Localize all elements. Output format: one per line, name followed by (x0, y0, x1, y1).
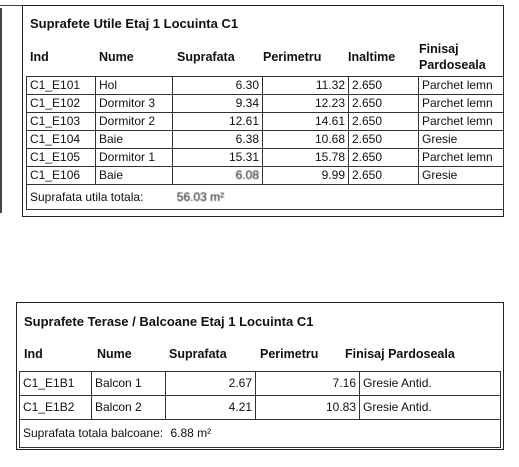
table1-header-perimetru: Perimetru (263, 50, 322, 64)
cell-ind: C1_E1B2 (20, 396, 92, 420)
cell-ind: C1_E105 (27, 149, 96, 167)
cell-nume: Dormitor 2 (96, 113, 173, 131)
cell-perimetru: 7.16 (256, 372, 360, 396)
table2-header-ind: Ind (24, 347, 43, 361)
cell-perimetru: 11.32 (263, 77, 349, 95)
table2-header-perimetru: Perimetru (260, 347, 319, 361)
cell-nume: Balcon 2 (92, 396, 166, 420)
table-row (27, 77, 504, 95)
cell-perimetru: 14.61 (263, 113, 349, 131)
table1-header-finisaj: Finisaj (419, 42, 459, 56)
table-row (27, 131, 504, 149)
table1-header-suprafata: Suprafata (177, 50, 235, 64)
cell-finisaj: Gresie Antid. (360, 372, 501, 396)
table2-header-nume: Nume (97, 347, 132, 361)
cell-ind: C1_E101 (27, 77, 96, 95)
cell-nume: Balcon 1 (92, 372, 166, 396)
cell-suprafata: 15.31 (173, 149, 263, 167)
table2-total-empty (256, 420, 501, 448)
table2-total-label: Suprafata totala balcoane: (23, 426, 164, 440)
cell-suprafata: 9.34 (173, 95, 263, 113)
table1-header-pardoseala: Pardoseala (419, 58, 486, 72)
table-row (27, 113, 504, 131)
cell-nume: Baie (96, 131, 173, 149)
cell-ind: C1_E1B1 (20, 372, 92, 396)
cell-nume: Dormitor 3 (96, 95, 173, 113)
page-edge-bar (0, 8, 2, 213)
table-row (27, 167, 504, 185)
cell-suprafata: 6.38 (173, 131, 263, 149)
cell-inaltime: 2.650 (349, 149, 419, 167)
cell-nume: Baie (96, 167, 173, 185)
table1-header-ind: Ind (30, 50, 49, 64)
cell-ind: C1_E102 (27, 95, 96, 113)
cell-inaltime: 2.650 (349, 131, 419, 149)
table1-grid (26, 76, 504, 210)
cell-finisaj: Parchet lemn (419, 149, 504, 167)
cell-finisaj: Gresie (419, 167, 504, 185)
cell-perimetru: 10.68 (263, 131, 349, 149)
table2-total-cell (20, 420, 256, 448)
cell-nume: Hol (96, 77, 173, 95)
table1-total-empty (349, 185, 504, 210)
table1-header-nume: Nume (99, 50, 134, 64)
cell-perimetru: 12.23 (263, 95, 349, 113)
cell-finisaj: Gresie (419, 131, 504, 149)
cell-ind: C1_E104 (27, 131, 96, 149)
table1-title: Suprafete Utile Etaj 1 Locuinta C1 (30, 16, 239, 31)
cell-finisaj: Gresie Antid. (360, 396, 501, 420)
cell-finisaj: Parchet lemn (419, 77, 504, 95)
table1-total-label: Suprafata utila totala: (30, 190, 144, 204)
cell-inaltime: 2.650 (349, 113, 419, 131)
cell-inaltime: 2.650 (349, 167, 419, 185)
table-row (20, 372, 501, 396)
table-row (20, 396, 501, 420)
cell-ind: C1_E103 (27, 113, 96, 131)
cell-suprafata: 2.67 (166, 372, 256, 396)
cell-perimetru: 15.78 (263, 149, 349, 167)
table2-header-finisaj: Finisaj Pardoseala (345, 347, 455, 361)
table1-total-value: 56.03 m² (176, 190, 225, 204)
table1-total-cell (27, 185, 349, 210)
cell-inaltime: 2.650 (349, 95, 419, 113)
cell-nume: Dormitor 1 (96, 149, 173, 167)
cell-suprafata: 6.08 (173, 167, 263, 185)
cell-ind: C1_E106 (27, 167, 96, 185)
table1-header-inaltime: Inaltime (348, 50, 396, 64)
cell-inaltime: 2.650 (349, 77, 419, 95)
cell-perimetru: 9.99 (263, 167, 349, 185)
cell-finisaj: Parchet lemn (419, 95, 504, 113)
table2-header-suprafata: Suprafata (169, 347, 227, 361)
page-edge-line (0, 5, 22, 6)
cell-perimetru: 10.83 (256, 396, 360, 420)
cell-suprafata: 12.61 (173, 113, 263, 131)
table-row (27, 95, 504, 113)
cell-suprafata: 4.21 (166, 396, 256, 420)
table2-total-row (20, 420, 501, 448)
table-row (27, 149, 504, 167)
cell-suprafata: 6.30 (173, 77, 263, 95)
table2-total-value: 6.88 m² (170, 426, 212, 440)
table2-title: Suprafete Terase / Balcoane Etaj 1 Locuinta C1 (24, 314, 314, 329)
cell-finisaj: Parchet lemn (419, 113, 504, 131)
table1-total-row (27, 185, 504, 210)
table2-grid (19, 371, 501, 448)
